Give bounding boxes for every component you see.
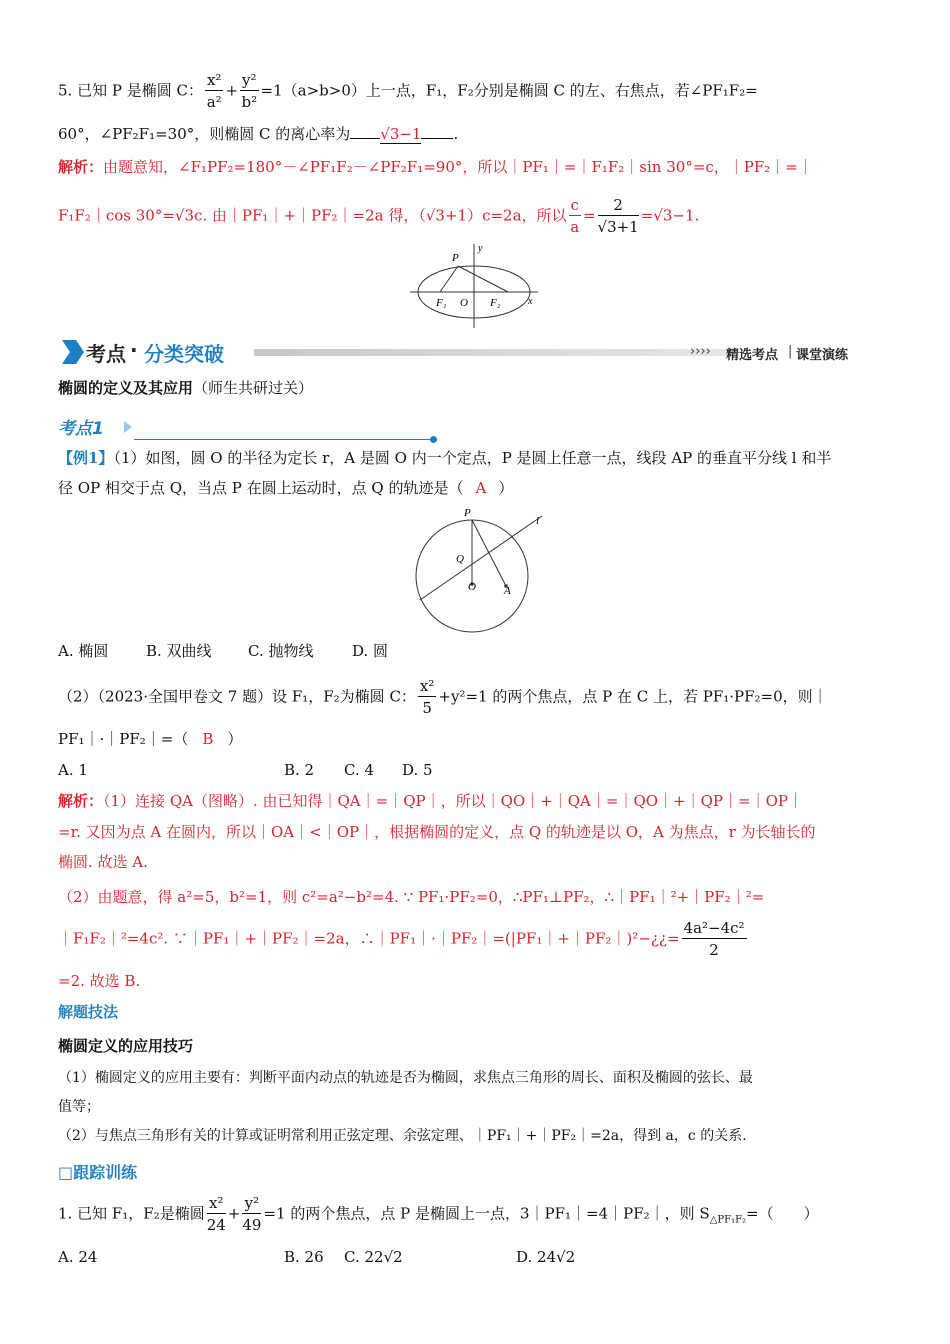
q5-answer: √3−1 [380,125,422,143]
tips-paragraph2: （2）与焦点三角形有关的计算或证明常利用正弦定理、余弦定理、｜PF₁｜+｜PF₂｜=2a，得到 a，c 的关系. [58,1128,747,1144]
training-q1: 1. 已知 F₁，F₂是椭圆 $\frac{\text{x²}}{24}$ + $\frac{\text{y²}}{49}$ =1 的两个焦点，点 P 是椭圆上一点，3｜PF₁｜=4｜PF₂｜，则 $S_{\triangle PF_1F_2}=$（ ） [58,1194,819,1234]
option-d: D. 圆 [352,642,389,660]
circle-figure [406,504,558,634]
banner-bar [254,349,734,356]
option-a: A. 1 [58,761,88,779]
tips-paragraph1: （1）椭圆定义的应用主要有：判断平面内动点的轨迹是否为椭圆，求焦点三角形的周长、面积及椭圆的弦长、最 [58,1070,753,1086]
ellipse-figure [408,240,542,330]
option-c: C. 22√2 [344,1248,403,1266]
q5-line2: 60°，∠PF₂F₁=30°，则椭圆 C 的离心率为 √3−1 . [58,125,459,143]
option-c: C. 抛物线 [248,642,314,660]
tips-subtitle: 椭圆定义的应用技巧 [58,1037,194,1055]
svg-text:y: y [478,243,483,254]
ex1-solution-line5: ｜F₁F₂｜²=4c². ∵｜PF₁｜+｜PF₂｜=2a，∴｜PF₁｜·｜PF₂｜=(|PF₁｜+｜PF₂｜)²−¿¿= $\frac{\text{4a²−4c²}}{2}$ [58,919,745,959]
option-b: B. 2 [284,761,315,779]
section-title: 椭圆的定义及其应用（师生共研过关） [58,379,314,397]
fraction: $\frac{\text{x²}}{\text{a²}}$ [206,71,222,111]
training-title: □跟踪训练 [58,1163,138,1182]
svg-text:O: O [460,297,468,309]
svg-text:P: P [452,252,459,264]
svg-text:A: A [504,585,511,597]
svg-text:Q: Q [456,553,464,565]
option-c: C. 4 [344,761,375,779]
tips-title: 解题技法 [58,1003,119,1021]
svg-text:P: P [464,507,471,519]
ex1-solution-line1: 解析：（1）连接 QA（图略）. 由已知得｜QA｜=｜QP｜，所以｜QO｜+｜QA｜=｜QO｜+｜QP｜=｜OP｜ [58,792,803,810]
kaodian-marker: 考点1 [58,414,104,439]
tips-paragraph1b: 值等； [58,1099,100,1115]
play-arrow-icon [122,420,134,434]
option-b: B. 26 [284,1248,324,1266]
fraction: $\frac{\text{y²}}{\text{b²}}$ [241,71,258,111]
svg-text:l: l [536,515,540,527]
example1-line2: 径 OP 相交于点 Q，当点 P 在圆上运动时，点 Q 的轨迹是（ A ） [58,479,514,497]
svg-text:O: O [468,581,476,593]
ex1-solution-line3: 椭圆. 故选 A. [58,853,148,871]
section-banner: 考点 · 分类突破 ›››› 精选考点 | 课堂演练 [58,336,858,368]
ex1-solution-line6: =2. 故选 B. [58,972,141,990]
ex1-solution-line2: =r. 又因为点 A 在圆内，所以｜OA｜<｜OP｜，根据椭圆的定义，点 Q 的轨迹是以 O，A 为焦点，r 为长轴长的 [58,823,816,841]
example1-part2-line2: PF₁｜·｜PF₂｜=（ B ） [58,730,243,748]
option-b: B. 双曲线 [146,642,212,660]
svg-text:F₂: F₂ [490,297,501,309]
svg-text:F₁: F₁ [436,297,447,309]
svg-text:x: x [528,296,533,307]
example1-part2-line1: （2）（2023·全国甲卷文 7 题）设 F₁，F₂为椭圆 C： $\frac{\text{x²}}{5}$ +y²=1 的两个焦点，点 P 在 C 上，若 PF₁·PF₂=0，则｜ [58,677,828,717]
option-a: A. 椭圆 [58,642,109,660]
ex1-solution-line4: （2）由题意，得 a²=5，b²=1，则 c²=a²−b²=4. ∵ PF₁·PF₂=0，∴PF₁⊥PF₂，∴｜PF₁｜²+｜PF₂｜²= [58,888,765,906]
option-a: A. 24 [58,1248,98,1266]
q5-solution-line2: F₁F₂｜cos 30°=√3c. 由｜PF₁｜+｜PF₂｜=2a 得，（√3+1）c=2a，所以 $\frac{c}{a}$ = $\frac{2}{√3+1}$ =√3−1. [58,196,700,236]
q5-line1: 5. 已知 P 是椭圆 C： $\frac{\text{x²}}{\text{a²}}$ + $\frac{\text{y²}}{\text{b²}}$ =1（a>b>0）上一点，F₁，F₂分别是椭圆 C 的左、右焦点，若∠PF₁F₂= [58,71,758,111]
banner-logo-icon [58,336,88,368]
q5-solution-line1: 解析：由题意知，∠F₁PF₂=180°－∠PF₁F₂－∠PF₂F₁=90°，所以｜PF₁｜=｜F₁F₂｜sin 30°=c，｜PF₂｜=｜ [58,158,813,176]
option-d: D. 5 [402,761,433,779]
example1-line1: 【例1】（1）如图，圆 O 的半径为定长 r，A 是圆 O 内一个定点，P 是圆上任意一点，线段 AP 的垂直平分线 l 和半 [58,449,832,467]
option-d: D. 24√2 [516,1248,576,1266]
